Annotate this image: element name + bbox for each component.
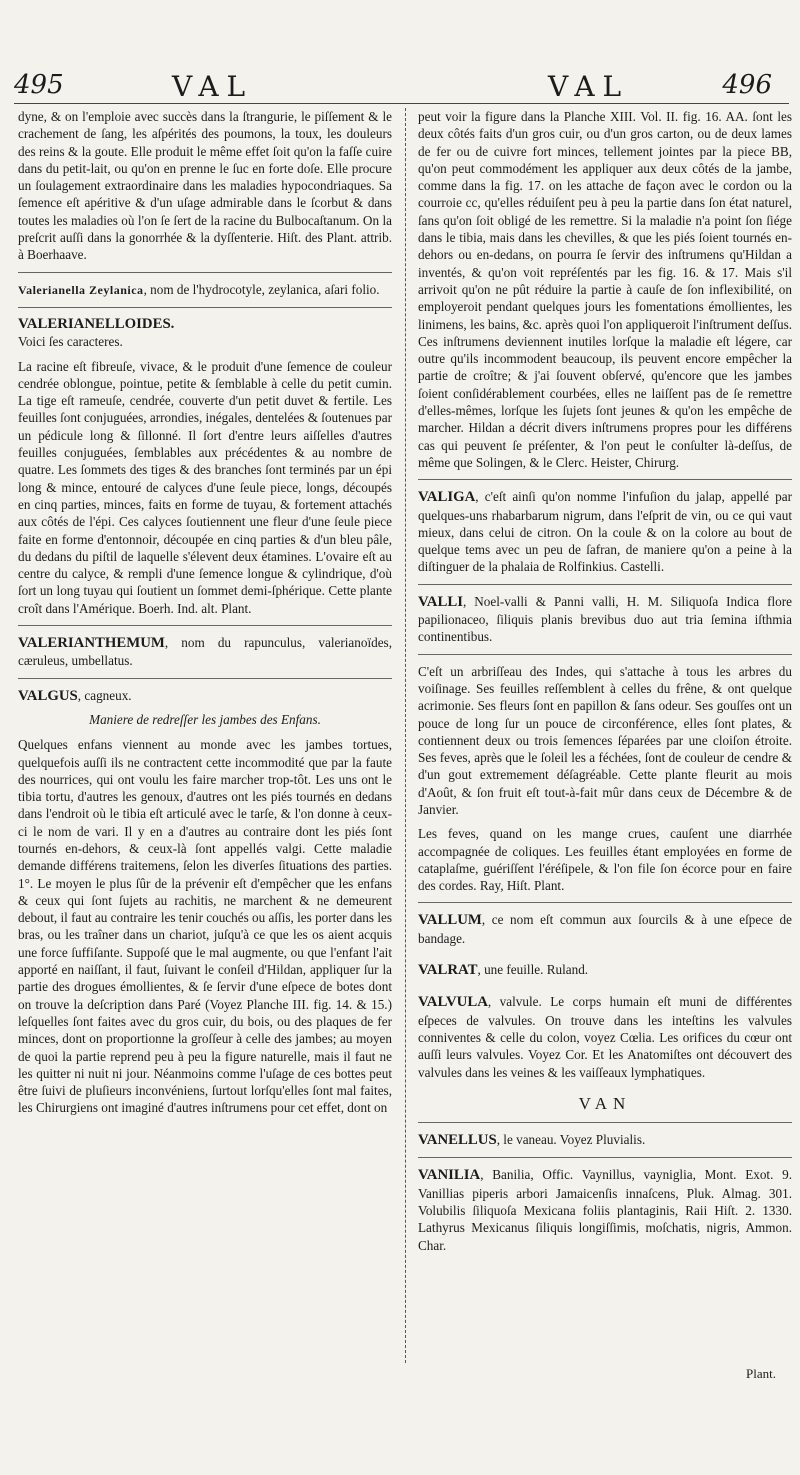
entry-headword: VALGUS — [18, 687, 78, 704]
column-divider — [405, 108, 406, 1363]
entry-headword: VALERIANTHEMUM — [18, 635, 165, 652]
right-running-head: VAL — [548, 70, 630, 103]
continued-paragraph: dyne, & on l'emploie avec succès dans la ſtrangurie, le piſſement & le crachement de ſang, les aſpérités des poumons, la toux, les douleurs des reins & la goute. Elle produit le même effet ſoit qu'on la faſſe cuire dans du petit-lait, ou qu'on en prenne le ſuc en forte doſe. Elle procure un ſoulagement extraordinaire dans les maladies hypocondriaques. Sa ſemence eſt apéritive & d'un uſage admirable dans le ſcorbut & dans toutes les maladies où l'on ſe ſert de la racine du Bulbocaſtanum. On la preſcrit auſſi dans la gonorrhée & la dyſſenterie. Hiſt. des Plant. attrib. à Boerhaave. — [18, 109, 392, 263]
right-column — [418, 108, 792, 1262]
entry-text: , valvule. Le corps humain eſt muni de différentes eſpeces de valvules. On trouve dans les inteſtins les valvules conniventes & celle du colon, voyez Cœlia. Les orifices du cœur ont auſſi leurs valvules. Voyez Cor. Et les Anatomiſtes ont découvert des valvules dans les veines & les vaiſſeaux lymphatiques. — [418, 994, 792, 1080]
entry-valgus — [18, 678, 392, 1117]
entry-vanilia — [418, 1157, 792, 1253]
entry-text: , Noel-valli & Panni valli, H. M. Siliquoſa Indica flore papilionaceo, ſiliquis planis brevibus duo aut tria ſemina iſthmia continentibus. — [418, 593, 792, 645]
entry-text: , c'eſt ainſi qu'on nomme l'infuſion du jalap, appellé par quelques-uns rhabarbarum nigrum, dans l'eſprit de vin, ou ce qui vaut mieux, dans celui de citron. On la coule & on la colore au bout de quelque tems avec un peu de ſafran, de maniere qu'on a peine à la diſtinguer de la phalaia de Rolfinkius. Castelli. — [418, 489, 792, 575]
page-header — [0, 70, 800, 112]
entry-paragraph: Quelques enfans viennent au monde avec les jambes tortues, quelquefois auſſi ils ne contractent cette incommodité que par la faute des nourrices, qui ont voulu les faire marcher trop-tôt. Les uns ont le tibia tortu, d'autres les genoux, d'autres ont les piés tournés en dedans dans l'endroit où le tibia eſt articulé avec le tarſe, & l'on donne à ceux-ci le nom de vari. Il y en a d'autres au contraire dont les piés ſont tournés en-dehors, & ceux-là ſont appellés valgi. Cette maladie demande différens traitemens, ſelon les diverſes ſituations des parties. 1°. Le moyen le plus ſûr de la prévenir eſt d'empêcher que les enfans & ceux qui ſont ſujets au rachitis, ne marchent & ne demeurent debout, il faut au contraire les tenir couchés ou aſſis, les porter dans les bras, ou les traîner dans un chariot, juſqu'à ce que les os aient acquis une force ſuffiſante. Suppoſé que le mal augmente, ou que l'enfant l'ait apporté en naiſſant, il faut, ſuivant le conſeil d'Hildan, appliquer ſur la partie des drogues émollientes, & ſe ſervir d'une eſpece de botes dont on trouve la deſcription dans Paré (Voyez Planche III. fig. 14. & 15.) leſquelles ſont faites avec du gros cuir, du bois, ou des plaques de fer minces, dont on proportionne la groſſeur à celle des jambes; au moyen de quoi la partie reprend peu à peu la figure naturelle, mais il faut ne les quitter ni nuit ni jour. Néanmoins comme l'uſage de ces bottes peut être ſuivi de pluſieurs inconvéniens, ſurtout lorſqu'elles ſont mal faites, les Chirurgiens ont imaginé d'autres inſtrumens pour cet effet, dont on — [18, 737, 392, 1116]
right-page-number: 496 — [722, 70, 772, 100]
entry-valerianthemum — [18, 625, 392, 670]
entry-text: , Banilia, Offic. Vaynillus, vayniglia, Mont. Exot. 9. Vanillias piperis arbori Jamaicenſis innaſcens, Pluk. Almag. 301. Volubilis ſiliquoſa Mexicana foliis plantaginis, Raii Hiſt. 2. 1330. Lathyrus Mexicanus ſiliquis longiſſimis, moſchatis, nigris, Ammon. Char. — [418, 1167, 792, 1253]
entry-headword: VALERIANELLOIDES. — [18, 315, 175, 332]
entry-valiga — [418, 479, 792, 575]
entry-text: , le vaneau. Voyez Pluvialis. — [496, 1132, 646, 1148]
entry-text: , nom du rapunculus, valerianoïdes, cæruleus, umbellatus. — [18, 635, 392, 669]
entry-paragraph: Les feves, quand on les mange crues, cauſent une diarrhée accompagnée de coliques. Les feuilles étant employées en forme de cataplaſme, guériſſent l'éréſipele, & l'on file ſon écorce pour en faire des cordes. Ray, Hiſt. Plant. — [418, 826, 792, 894]
entry-headword: VALVULA — [418, 994, 488, 1011]
entry-valli — [418, 584, 792, 646]
header-rule — [14, 103, 789, 104]
entry-subtitle: Maniere de redreſſer les jambes des Enfans. — [89, 711, 321, 727]
left-page-number: 495 — [14, 70, 64, 100]
entry-headword: VALIGA — [418, 489, 476, 506]
entry-vallum — [418, 902, 792, 947]
continued-paragraph: peut voir la figure dans la Planche XIII. Vol. II. fig. 16. AA. ſont les deux côtés faits d'un gros cuir, ou d'un gros carton, ou de deux lames de fer ou de cuivre fort minces, tellement jointes par la piece BB, qu'on peut commodément les appliquer aux deux côtés de la jambe, comme dans la fig. 17. on les attache de façon avec le cordon ou la courroie cc, qu'elles réduiſent peu à peu la partie dans ſon état naturel, ſans qu'on ſoit obligé de les remettre. Si la maladie n'a point ſon ſiége dans le tibia, mais dans les chevilles, & que les piés ſoient tournés en-dehors ou en-dedans, on pourra ſe ſervir des inſtrumens qu'Hildan a inventés, & qu'on voit repréſentés par les fig. 16. & 17. Mais s'il arrivoit qu'on ne pût réduire la partie à cauſe de ſon inflexibilité, on employeroit pendant quelques jours les fomentations émollientes, les linimens, les bains, &c. après quoi l'on appliqueroit l'inſtrument deſſus. Ces inſtrumens deviennent inutiles lorſque la maladie eſt légere, car outre qu'ils incommodent beaucoup, ils peuvent encore empêcher la partie de croître; & j'ai ſouvent obſervé, qu'encore que les jambes ſoient conſidérablement courbées, elles ne laiſſent pas de ſe remettre d'elles-mêmes, lorſque les ſujets ſont jeunes & qu'on les empêche de marcher. Hildan a décrit divers inſtrumens propres pour les différens cas qui peuvent ſe préſenter, & l'on peut le conſulter là-deſſus, de même que Solingen, & le Clerc. Heister, Chirurg. — [418, 109, 792, 470]
left-running-head: VAL — [172, 70, 254, 103]
entry-headword: VANELLUS — [418, 1132, 497, 1149]
entry-valerianelloides — [18, 307, 392, 617]
entry-valrat — [418, 955, 792, 979]
entry-text: , une feuille. Ruland. — [477, 962, 589, 978]
entry-headword: VALLUM — [418, 912, 482, 929]
entry-headword: Valerianella Zeylanica — [18, 282, 144, 297]
entry-vanellus — [418, 1122, 792, 1149]
entry-text: , ce nom eſt commun aux ſourcils & à une eſpece de bandage. — [418, 912, 792, 946]
entry-paragraph: Voici ſes caracteres. — [18, 334, 123, 350]
entry-headword: VALLI — [418, 593, 463, 610]
entry-text: , cagneux. — [77, 687, 132, 703]
entry-text: , nom de l'hydrocotyle, zeylanica, aſari folio. — [143, 281, 380, 297]
entry-headword: VALRAT — [418, 962, 478, 979]
catchword: Plant. — [746, 1366, 776, 1381]
entry-valli-description — [418, 654, 792, 895]
entry-paragraph: La racine eſt fibreuſe, vivace, & le produit d'une ſemence de couleur cendrée oblongue, pointue, petite & ſemblable à celle du petit cumin. La tige eſt rameuſe, cendrée, couverte d'un petit duvet & fertile. Les feuilles ſont conjuguées, arrondies, inégales, dentelées & ſoutenues par un pédicule long & ſillonné. Il ſort d'entre leurs aiſſelles d'autres feuilles conjuguées, ſemblables aux précédentes & au nombre de quatre. Les ſommets des tiges & des branches ſont terminés par un épi long & mince, entouré de calyces d'une ſeule piece, longs, découpés en cinq parties, minces, faits en forme de tuyau, & fortement attachés aux côtés de l'épi. Ces calyces ſoutiennent une fleur d'une ſeule piece faite en forme d'entonnoir, découpée en cinq parties & d'un bleu pâle, du dedans du piſtil de laquelle s'élevent deux étamines. L'ovaire eſt au centre du calyce, & rempli d'une ſemence longue & cylindrique, d'où ſort un long tuyau qui ſoutient un ſommet demi-ſphérique. Cette plante croît dans l'Amérique. Boerh. Ind. alt. Plant. — [18, 358, 392, 616]
entry-valvula — [418, 987, 792, 1080]
left-column — [18, 108, 392, 1125]
entry-valerianella-zeylanica — [18, 272, 392, 299]
section-heading: VAN — [578, 1093, 632, 1113]
entry-headword: VANILIA — [418, 1167, 481, 1184]
entry-paragraph: C'eſt un arbriſſeau des Indes, qui s'attache à tous les arbres du voiſinage. Ses feuilles reſſemblent à celles du frêne, & ont quelque acrimonie. Ses fleurs ſont en papillon & ſans odeur. Ses gouſſes ont un pouce de long ſur un pouce de circonférence, elles ſont plates, & contiennent deux ou trois ſemences ſéparées par une cloiſon étroite. Ses feves, après que le ſoleil les a féchées, ſont de couleur de cendre & d'un gout extremement déſagréable. Cette plante fleurit au mois d'Août, & ſon fruit eſt tout-à-fait mûr dans ceux de Décembre & de Janvier. — [418, 663, 792, 817]
